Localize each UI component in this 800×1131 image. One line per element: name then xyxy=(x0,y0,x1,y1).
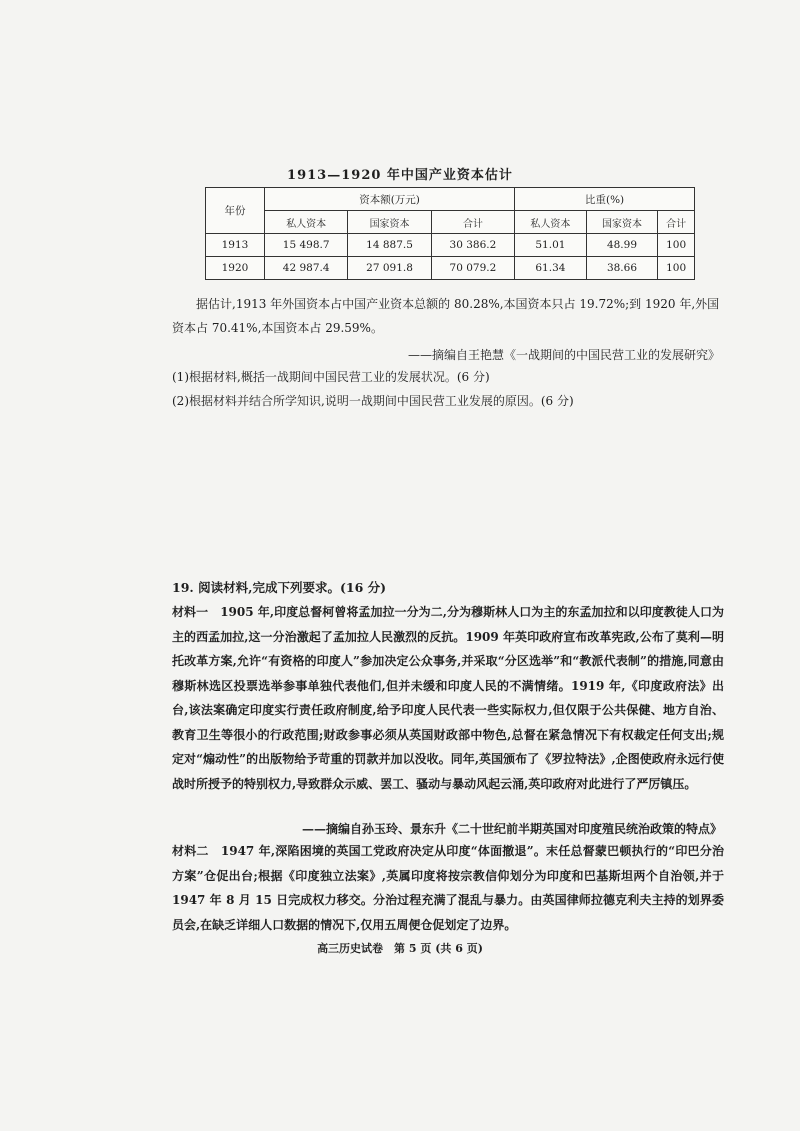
table-row xyxy=(206,234,695,257)
subheader-state: 国家资本 xyxy=(348,211,431,234)
q19-material-1: 材料一 1905 年,印度总督柯曾将孟加拉一分为二,分为穆斯林人口为主的东孟加拉和以印度教徒人口为主的西孟加拉,这一分治激起了孟加拉人民激烈的反抗。1909 年英印政府宣布改革宪政,公布了莫利—明托改革方案,允许“有资格的印度人”参加决定公众事务,并采取“分区选举”和“教派代表制”的措施,同意由穆斯林选区投票选举参事单独代表他们,但并未缓和印度人民的不满情绪。1919 年,《印度政府法》出台,该法案确定印度实行责任政府制度,给予印度人民代表一些实际权力,但仅限于公共保健、地方自治、教育卫生等很小的行政范围;财政参事必须从英国财政部中物色,总督在紧急情况下有权裁定任何支出;规定对“煽动性”的出版物给予苛重的罚款并加以没收。同年,英国颁布了《罗拉特法》,企图使政府永远行使战时所授予的特别权力,导致群众示威、罢工、骚动与暴动风起云涌,英印政府对此进行了严厉镇压。 xyxy=(172,605,724,791)
q19-heading: 19. 阅读材料,完成下列要求。(16 分) xyxy=(172,580,387,595)
subheader-private-ratio: 私人资本 xyxy=(515,211,587,234)
table-cell: 14 887.5 xyxy=(348,234,431,257)
q19-source-1: ——摘编自孙玉玲、景东升《二十世纪前半期英国对印度殖民统治政策的特点》 xyxy=(301,822,722,836)
subheader-private: 私人资本 xyxy=(265,211,348,234)
table-cell: 61.34 xyxy=(515,257,587,280)
table-cell: 27 091.8 xyxy=(348,257,431,280)
q18-source: ——摘编自王艳慧《一战期间的中国民营工业的发展研究》 xyxy=(407,348,720,362)
q18-material-text: 据估计,1913 年外国资本占中国产业资本总额的 80.28%,本国资本只占 19.72%;到 1920 年,外国资本占 70.41%,本国资本占 29.59%。 xyxy=(172,297,720,335)
table-cell: 51.01 xyxy=(515,234,587,257)
table-cell: 38.66 xyxy=(586,257,658,280)
table-cell: 100 xyxy=(658,234,695,257)
subheader-total-ratio: 合计 xyxy=(658,211,695,234)
subheader-total: 合计 xyxy=(431,211,514,234)
table-title: 1913—1920 年中国产业资本估计 xyxy=(287,168,513,183)
q18-subquestion-1: (1)根据材料,概括一战期间中国民营工业的发展状况。(6 分) xyxy=(172,370,490,384)
table-cell: 30 386.2 xyxy=(431,234,514,257)
table-cell: 15 498.7 xyxy=(265,234,348,257)
table-cell: 42 987.4 xyxy=(265,257,348,280)
row-year: 1913 xyxy=(206,234,265,257)
amount-header: 资本额(万元) xyxy=(265,188,515,211)
q18-subquestion-2: (2)根据材料并结合所学知识,说明一战期间中国民营工业发展的原因。(6 分) xyxy=(172,394,574,408)
table-row xyxy=(206,257,695,280)
row-year: 1920 xyxy=(206,257,265,280)
table-cell: 48.99 xyxy=(586,234,658,257)
capital-table xyxy=(205,187,695,280)
subheader-state-ratio: 国家资本 xyxy=(586,211,658,234)
table-cell: 100 xyxy=(658,257,695,280)
year-header: 年份 xyxy=(206,188,265,234)
q19-material-2: 材料二 1947 年,深陷困境的英国工党政府决定从印度“体面撤退”。末任总督蒙巴顿执行的“印巴分治方案”仓促出台;根据《印度独立法案》,英属印度将按宗教信仰划分为印度和巴基斯坦两个自治领,并于 1947 年 8 月 15 日完成权力移交。分治过程充满了混乱与暴力。由英国律师拉德克利夫主持的划界委员会,在缺乏详细人口数据的情况下,仅用五周便仓促划定了边界。 xyxy=(172,844,724,932)
table-cell: 70 079.2 xyxy=(431,257,514,280)
ratio-header: 比重(%) xyxy=(515,188,695,211)
page-footer: 高三历史试卷 第 5 页 (共 6 页) xyxy=(317,942,483,955)
